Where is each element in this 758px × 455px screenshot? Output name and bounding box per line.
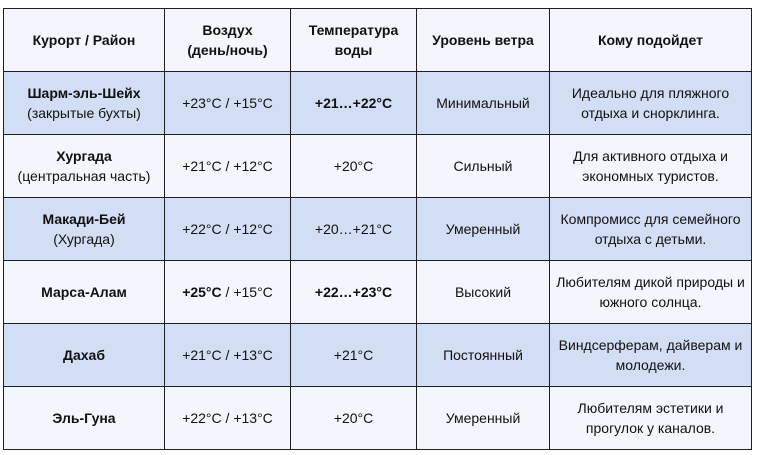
wind-level-cell	[417, 135, 550, 198]
suits-text: Для активного отдыха и экономных туристов.	[573, 148, 728, 184]
air-day-temp: +22°C	[182, 221, 222, 237]
air-temp-separator: /	[221, 410, 234, 426]
suits-cell	[550, 135, 752, 198]
air-temp-cell	[165, 72, 291, 135]
table-row	[4, 198, 752, 261]
air-day-temp: +23°C	[182, 95, 222, 111]
header-water	[291, 9, 417, 72]
air-day-temp: +22°C	[182, 410, 222, 426]
wind-level-cell	[417, 387, 550, 450]
air-day-temp: +21°C	[182, 347, 222, 363]
air-temp-cell	[165, 324, 291, 387]
table-row	[4, 387, 752, 450]
suits-text: Идеально для пляжного отдыха и снорклинга.	[571, 85, 730, 121]
air-temp-separator: /	[221, 284, 234, 300]
suits-text: Виндсерферам, дайверам и молодежи.	[558, 337, 743, 373]
water-temp: +21°C	[333, 347, 374, 363]
wind-level: Высокий	[454, 284, 512, 300]
wind-level: Сильный	[453, 158, 513, 174]
suits-cell	[550, 198, 752, 261]
resort-subname: (закрытые бухты)	[27, 105, 141, 121]
table-header-row	[4, 9, 752, 72]
air-day-temp: +25°C	[182, 284, 222, 300]
water-temp-cell	[291, 72, 417, 135]
air-temp-cell	[165, 261, 291, 324]
table-body	[4, 72, 752, 450]
header-wind: Уровень ветра	[417, 9, 550, 72]
water-temp: +21…+22°C	[314, 95, 393, 111]
table-row	[4, 72, 752, 135]
air-night-temp: +15°C	[233, 95, 273, 111]
air-temp-separator: /	[221, 158, 234, 174]
resort-name: Хургада	[56, 148, 112, 164]
suits-text: Компромисс для семейного отдыха с детьми.	[560, 211, 741, 247]
resort-name: Марса-Алам	[41, 284, 127, 300]
water-temp-cell	[291, 324, 417, 387]
air-night-temp: +13°C	[233, 347, 273, 363]
air-night-temp: +12°C	[233, 158, 273, 174]
air-temp-cell	[165, 387, 291, 450]
header-air-line1: Воздух	[202, 22, 253, 38]
water-temp: +22…+23°C	[314, 284, 393, 300]
suits-cell	[550, 387, 752, 450]
resort-cell	[4, 135, 165, 198]
water-temp-cell	[291, 261, 417, 324]
air-temp-separator: /	[221, 95, 234, 111]
water-temp: +20°C	[333, 410, 374, 426]
wind-level-cell	[417, 261, 550, 324]
resort-name: Эль-Гуна	[52, 410, 116, 426]
air-night-temp: +13°C	[233, 410, 273, 426]
resort-name: Дахаб	[63, 347, 105, 363]
air-night-temp: +12°C	[233, 221, 273, 237]
table-row	[4, 135, 752, 198]
suits-cell	[550, 261, 752, 324]
header-air	[165, 9, 291, 72]
header-resort: Курорт / Район	[4, 9, 165, 72]
resort-cell	[4, 72, 165, 135]
water-temp-cell	[291, 387, 417, 450]
resort-name: Макади-Бей	[42, 211, 126, 227]
header-water-line2: воды	[334, 42, 373, 58]
wind-level: Умеренный	[445, 221, 521, 237]
resort-subname: (центральная часть)	[17, 168, 151, 184]
table-row	[4, 324, 752, 387]
suits-text: Любителям эстетики и прогулок у каналов.	[577, 400, 724, 436]
air-temp-separator: /	[221, 221, 234, 237]
air-day-temp: +21°C	[182, 158, 222, 174]
wind-level-cell	[417, 72, 550, 135]
wind-level-cell	[417, 324, 550, 387]
resort-cell	[4, 198, 165, 261]
suits-text: Любителям дикой природы и южного солнца.	[556, 274, 745, 310]
table-row	[4, 261, 752, 324]
wind-level: Минимальный	[436, 95, 530, 111]
air-temp-cell	[165, 198, 291, 261]
wind-level-cell	[417, 198, 550, 261]
resort-cell	[4, 324, 165, 387]
resort-name: Шарм-эль-Шейх	[27, 85, 141, 101]
suits-cell	[550, 324, 752, 387]
suits-cell	[550, 72, 752, 135]
resort-comparison-table-wrapper	[3, 8, 752, 450]
wind-level: Постоянный	[443, 347, 523, 363]
air-night-temp: +15°C	[233, 284, 273, 300]
water-temp-cell	[291, 198, 417, 261]
header-water-line1: Температура	[308, 22, 399, 38]
water-temp: +20…+21°C	[314, 221, 393, 237]
header-suits: Кому подойдет	[550, 9, 752, 72]
resort-subname: (Хургада)	[53, 231, 115, 247]
water-temp: +20°C	[333, 158, 374, 174]
resort-cell	[4, 261, 165, 324]
water-temp-cell	[291, 135, 417, 198]
air-temp-separator: /	[221, 347, 234, 363]
header-air-line2: (день/ночь)	[187, 42, 268, 58]
resort-cell	[4, 387, 165, 450]
resort-comparison-table	[3, 8, 752, 450]
air-temp-cell	[165, 135, 291, 198]
wind-level: Умеренный	[445, 410, 521, 426]
